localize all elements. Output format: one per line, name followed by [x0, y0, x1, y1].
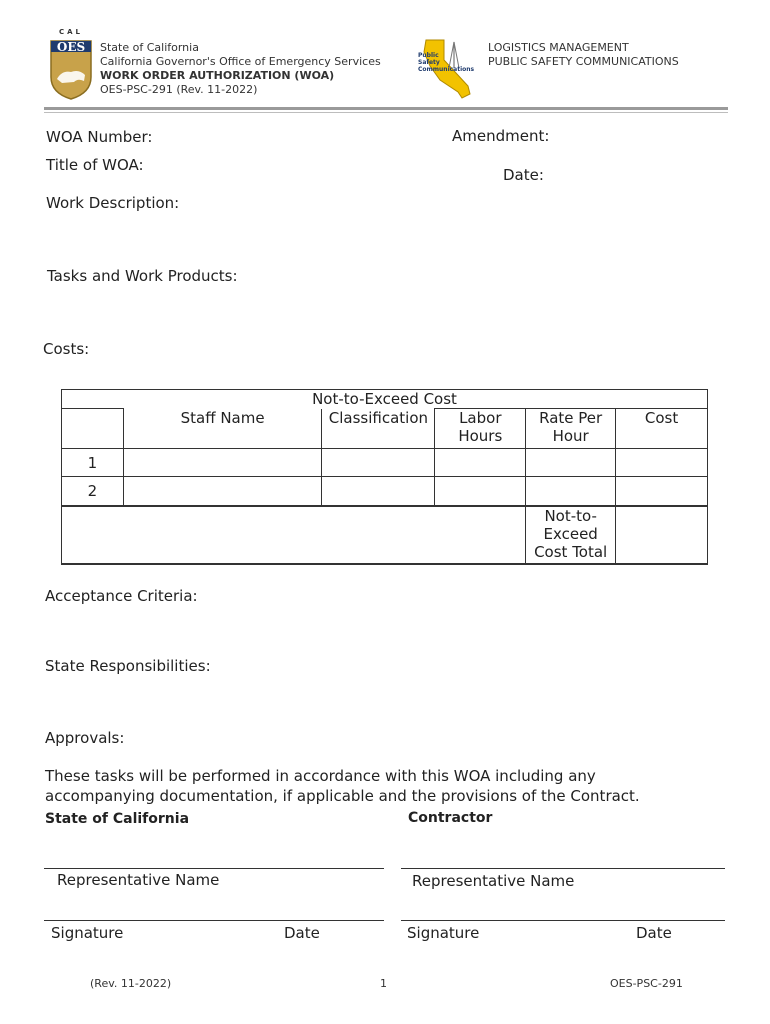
row1-rate[interactable]: [526, 449, 616, 477]
oes-logo-text: OES: [56, 40, 86, 54]
table-row: [62, 477, 708, 506]
row1-classification[interactable]: [322, 449, 435, 477]
row2-rate[interactable]: [526, 477, 616, 506]
footer-revision: (Rev. 11-2022): [90, 977, 172, 990]
header-rate-line1: Rate Per: [539, 409, 603, 427]
header-division: LOGISTICS MANAGEMENT: [488, 41, 629, 54]
header-labor-line1: Labor: [459, 409, 502, 427]
oes-logo: [48, 28, 94, 101]
row2-classification[interactable]: [322, 477, 435, 506]
contractor-signature-label: Signature: [407, 924, 480, 942]
cost-table: [61, 389, 708, 565]
state-rep-name-label: Representative Name: [57, 871, 220, 889]
header-labor-line2: Hours: [458, 427, 503, 445]
oes-logo-top-text: CAL: [58, 28, 83, 36]
total-blank: [62, 506, 526, 564]
woa-number-label: WOA Number:: [46, 128, 153, 146]
state-signature-line[interactable]: [44, 920, 384, 921]
state-signature-label: Signature: [51, 924, 124, 942]
total-label-line3: Cost Total: [534, 542, 608, 561]
header-staff-name: Staff Name: [123, 409, 322, 449]
contractor-signature-title: Contractor: [408, 810, 493, 826]
total-value[interactable]: [616, 506, 708, 564]
row2-cost[interactable]: [616, 477, 708, 506]
row2-labor-hours[interactable]: [435, 477, 526, 506]
total-label-line1: Not-to-: [544, 506, 597, 525]
total-label-line2: Exceed: [543, 524, 598, 543]
state-date-label: Date: [284, 924, 320, 942]
header-labor-hours: [435, 409, 526, 449]
tasks-label: Tasks and Work Products:: [47, 267, 238, 285]
woa-title-label: Title of WOA:: [46, 156, 144, 174]
contractor-name-line[interactable]: [401, 868, 725, 869]
cost-table-title: Not-to-Exceed Cost: [62, 390, 708, 409]
approvals-text-line1: These tasks will be performed in accordance with this WOA including any: [45, 767, 596, 785]
row-number: 2: [62, 477, 124, 506]
amendment-label: Amendment:: [452, 127, 550, 145]
state-responsibilities-label: State Responsibilities:: [45, 657, 211, 675]
contractor-rep-name-label: Representative Name: [412, 872, 575, 890]
date-label: Date:: [503, 166, 544, 184]
row1-cost[interactable]: [616, 449, 708, 477]
row2-staff-name[interactable]: [123, 477, 322, 506]
psc-logo-text: Public Safety Communications: [418, 52, 475, 73]
footer-page-number: 1: [380, 977, 387, 990]
contractor-signature-line[interactable]: [401, 920, 725, 921]
state-signature-title: State of California: [45, 811, 190, 827]
approvals-label: Approvals:: [45, 729, 125, 747]
footer-form-number: OES-PSC-291: [610, 977, 683, 990]
header-blank: [62, 409, 124, 449]
costs-label: Costs:: [43, 340, 90, 358]
acceptance-criteria-label: Acceptance Criteria:: [45, 587, 198, 605]
header-rate-per-hour: [526, 409, 616, 449]
header-divider: [44, 107, 728, 110]
table-row: [62, 449, 708, 477]
header-classification: Classification: [322, 409, 435, 449]
total-label: [526, 506, 616, 564]
header-agency: California Governor's Office of Emergency Services: [100, 55, 381, 68]
header-cost: Cost: [616, 409, 708, 449]
row-number: 1: [62, 449, 124, 477]
header-divider-thin: [44, 112, 728, 113]
psc-logo: [418, 38, 476, 100]
header-state: State of California: [100, 41, 199, 54]
header-unit: PUBLIC SAFETY COMMUNICATIONS: [488, 55, 679, 68]
state-name-line[interactable]: [44, 868, 384, 869]
header-form-title: WORK ORDER AUTHORIZATION (WOA): [100, 69, 335, 82]
header-form-number: OES-PSC-291 (Rev. 11-2022): [100, 83, 258, 96]
approvals-text-line2: accompanying documentation, if applicable and the provisions of the Contract.: [45, 787, 640, 805]
row1-staff-name[interactable]: [123, 449, 322, 477]
work-description-label: Work Description:: [46, 194, 180, 212]
header-rate-line2: Hour: [552, 427, 589, 445]
contractor-date-label: Date: [636, 924, 672, 942]
row1-labor-hours[interactable]: [435, 449, 526, 477]
